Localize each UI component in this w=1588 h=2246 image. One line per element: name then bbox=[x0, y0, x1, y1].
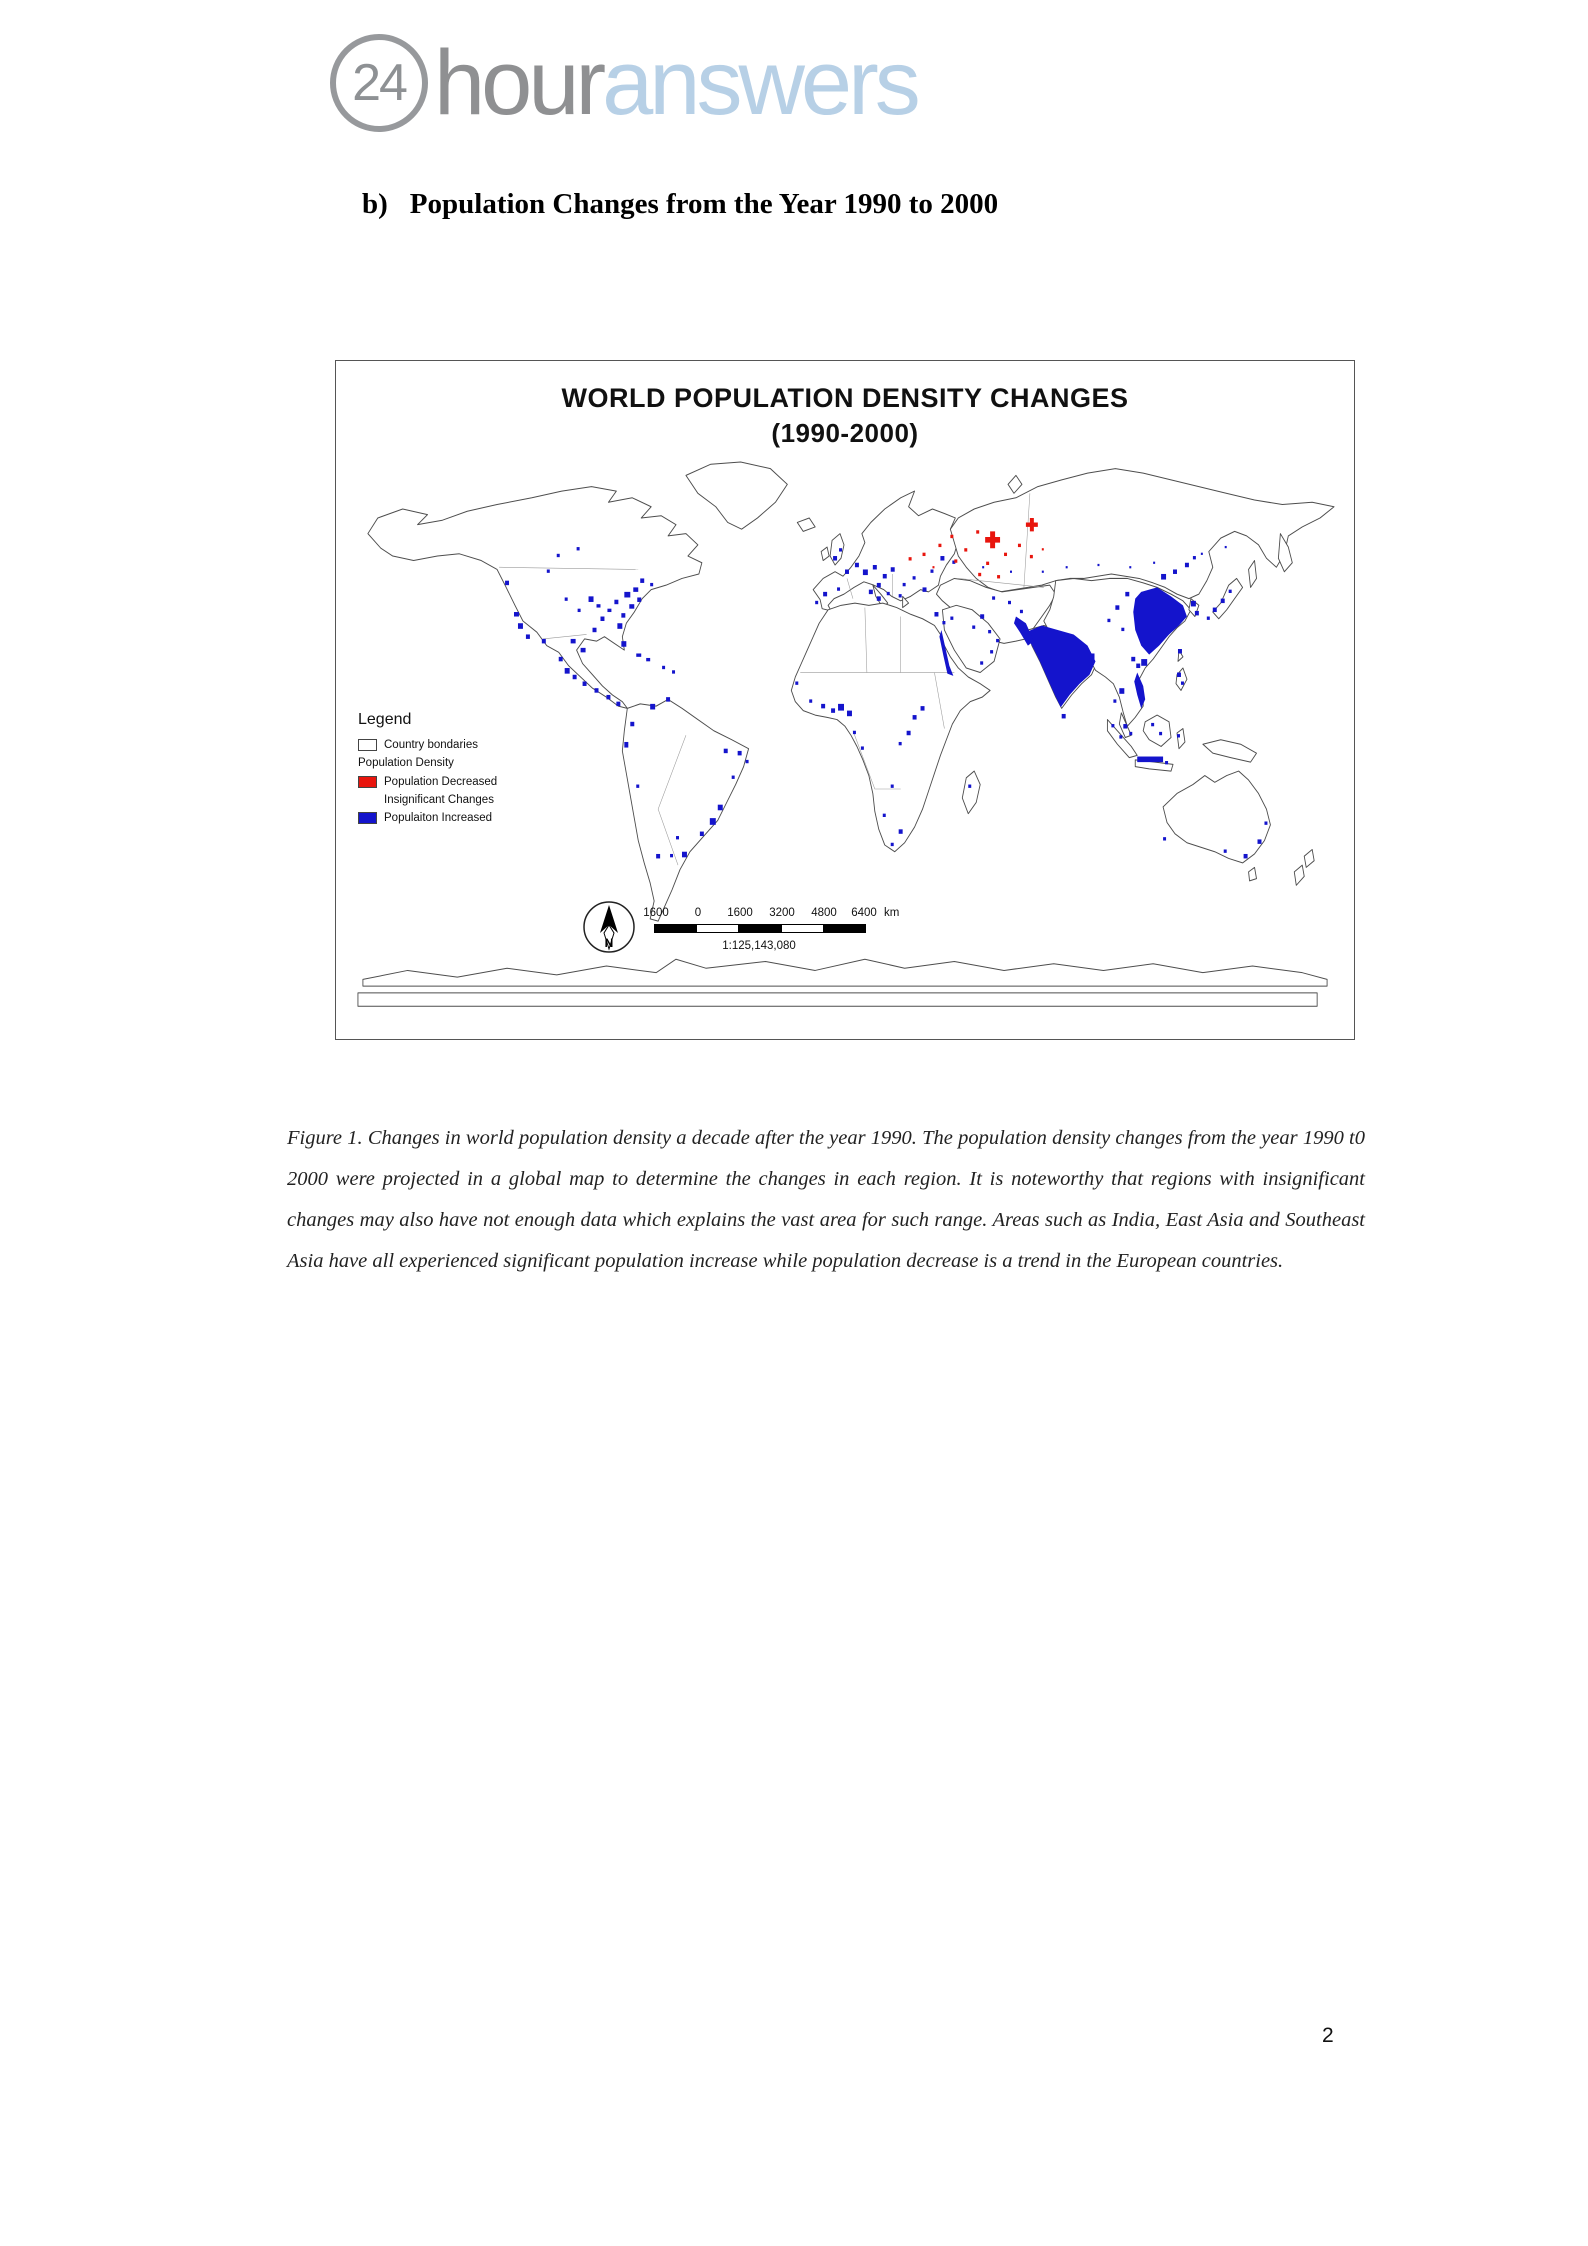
scale-tick: 1600 bbox=[727, 907, 753, 919]
figure-1-frame bbox=[335, 360, 1355, 1040]
map-legend bbox=[358, 711, 568, 830]
section-heading-label: b) bbox=[362, 188, 388, 220]
logo-word-answers: answers bbox=[602, 32, 917, 134]
figure-caption: Figure 1. Changes in world population density a decade after the year 1990. The population density changes from the year 1990 t0 2000 were projected in a global map to determine the changes in each region. It is noteworthy that regions with insignificant changes may also have not enough data which explains the vast area for such range. Areas such as India, East Asia and Southeast Asia have all experienced significant population increase while population decrease is a trend in the European countries. bbox=[287, 1127, 1365, 1272]
map-title-line2: (1990-2000) bbox=[771, 418, 919, 448]
page-number: 2 bbox=[1322, 2024, 1334, 2047]
scale-bar-group bbox=[643, 907, 914, 967]
increased-swatch bbox=[358, 812, 377, 824]
scale-tick: 4800 bbox=[811, 907, 837, 919]
scale-tick-labels bbox=[643, 907, 914, 921]
scale-bar bbox=[654, 924, 866, 933]
scale-tick: 6400 bbox=[851, 907, 877, 919]
country-boundaries-swatch bbox=[358, 739, 377, 751]
legend-item-label: Populaiton Increased bbox=[384, 812, 493, 824]
scale-unit: km bbox=[884, 907, 900, 919]
legend-item-increased bbox=[358, 812, 568, 824]
legend-title: Legend bbox=[358, 711, 412, 728]
legend-item-insignificant bbox=[358, 794, 568, 806]
svg-text:N: N bbox=[604, 936, 614, 950]
map-title-line1: WORLD POPULATION DENSITY CHANGES bbox=[561, 383, 1129, 413]
map-title bbox=[336, 383, 1354, 449]
legend-item-label: Insignificant Changes bbox=[384, 794, 494, 806]
north-arrow-icon bbox=[581, 899, 637, 955]
legend-item-label: Population Decreased bbox=[384, 776, 498, 788]
logo-word-hour: hour bbox=[434, 32, 603, 134]
legend-item-label: Country bondaries bbox=[384, 739, 478, 751]
decreased-swatch bbox=[358, 776, 377, 788]
logo-wordmark bbox=[434, 32, 917, 134]
scale-tick: 1600 bbox=[643, 907, 669, 919]
logo-circle bbox=[330, 34, 428, 132]
legend-layer-name: Population Density bbox=[358, 757, 454, 769]
legend-item-decreased bbox=[358, 776, 568, 788]
section-heading bbox=[362, 188, 998, 221]
scale-tick: 3200 bbox=[769, 907, 795, 919]
logo-badge-number: 24 bbox=[352, 54, 406, 112]
legend-item-country-boundaries bbox=[358, 739, 568, 751]
logo bbox=[330, 34, 917, 132]
scale-tick: 0 bbox=[694, 907, 702, 919]
scale-ratio: 1:125,143,080 bbox=[722, 940, 796, 952]
section-heading-text: Population Changes from the Year 1990 to 2000 bbox=[409, 188, 999, 220]
